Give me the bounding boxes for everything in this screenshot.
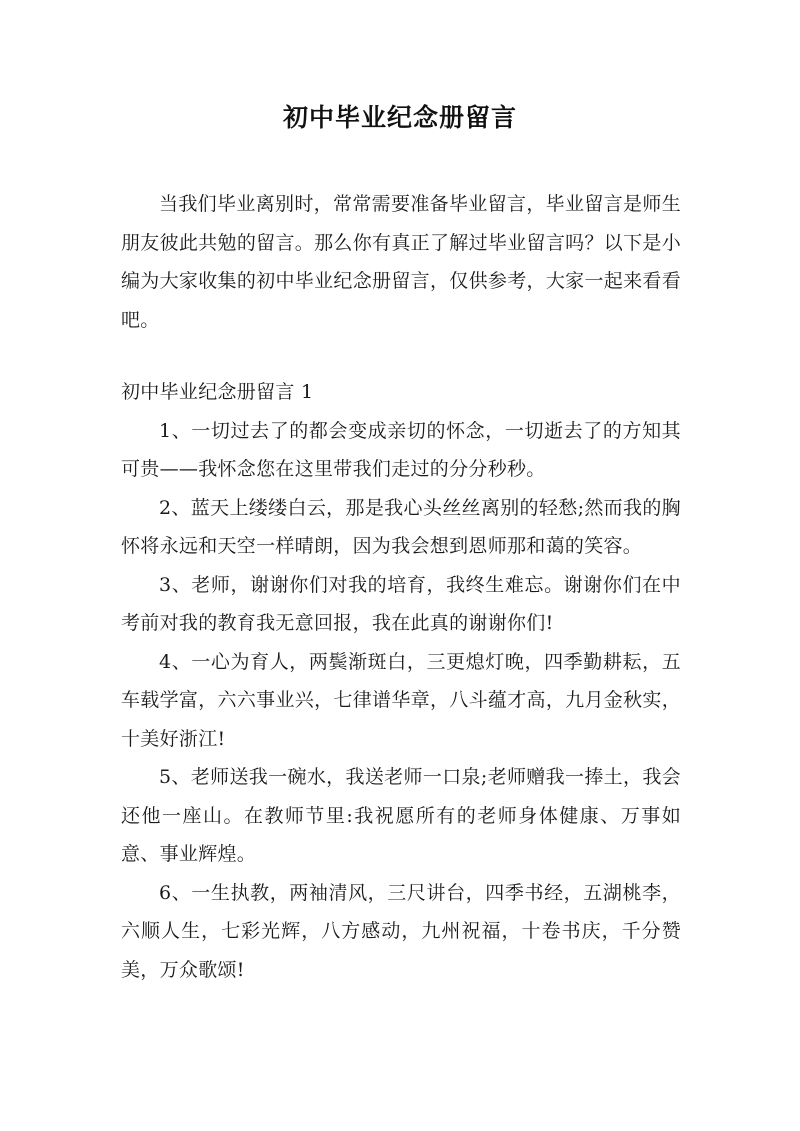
message-item-6: 6、一生执教，两袖清风，三尺讲台，四季书经，五湖桃李，六顺人生，七彩光辉，八方感动，九州祝福，十卷书庆，千分赞美，万众歌颂! (121, 881, 681, 981)
message-item-2: 2、蓝天上缕缕白云，那是我心头丝丝离别的轻愁;然而我的胸怀将永远和天空一样晴朗，因为我会想到恩师那和蔼的笑容。 (121, 496, 681, 557)
document-title: 初中毕业纪念册留言 (282, 103, 517, 132)
intro-paragraph: 当我们毕业离别时，常常需要准备毕业留言，毕业留言是师生朋友彼此共勉的留言。那么你有真正了解过毕业留言吗？以下是小编为大家收集的初中毕业纪念册留言，仅供参考，大家一起来看看吧。 (121, 193, 681, 331)
message-item-5: 5、老师送我一碗水，我送老师一口泉;老师赠我一捧土，我会还他一座山。在教师节里:我祝愿所有的老师身体健康、万事如意、事业辉煌。 (121, 766, 681, 865)
message-item-4: 4、一心为育人，两鬓渐斑白，三更熄灯晚，四季勤耕耘，五车载学富，六六事业兴，七律谱华章，八斗蕴才高，九月金秋实，十美好浙江! (121, 650, 681, 750)
section-block (121, 373, 681, 989)
message-item-1: 1、一切过去了的都会变成亲切的怀念，一切逝去了的方知其可贵——我怀念您在这里带我们走过的分分秒秒。 (121, 419, 681, 480)
message-item-3: 3、老师，谢谢你们对我的培育，我终生难忘。谢谢你们在中考前对我的教育我无意回报，我在此真的谢谢你们! (121, 573, 681, 634)
intro-block (121, 185, 681, 339)
section-heading: 初中毕业纪念册留言 1 (121, 381, 314, 403)
